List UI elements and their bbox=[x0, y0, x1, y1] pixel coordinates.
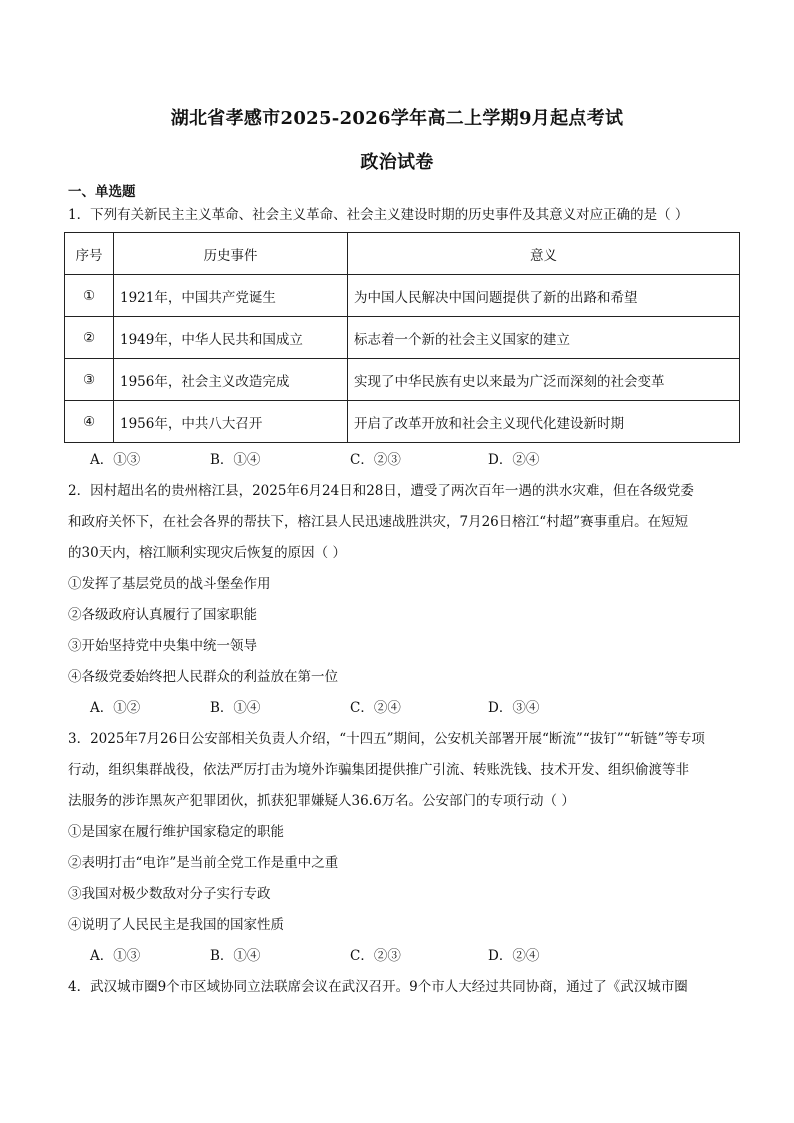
option-d: D．③④ bbox=[488, 700, 540, 716]
q4-stem-line-1: 4．武汉城市圈9个市区域协同立法联席会议在武汉召开。9个市人大经过共同协商，通过了《武汉城市圈 bbox=[68, 979, 688, 995]
table-cell-index: ① bbox=[65, 275, 114, 317]
table-header-row bbox=[65, 233, 740, 275]
q3-stem-line-2: 行动，组织集群战役，依法严厉打击为境外诈骗集团提供推广引流、转账洗钱、技术开发、组织偷渡等非 bbox=[68, 762, 689, 778]
table-row bbox=[65, 401, 740, 443]
q2-item-4: ④各级党委始终把人民群众的利益放在第一位 bbox=[68, 669, 338, 685]
option-c: C．②③ bbox=[350, 452, 401, 468]
table-row bbox=[65, 275, 740, 317]
table-cell-event: 1956年，社会主义改造完成 bbox=[114, 359, 348, 401]
option-c: C．②③ bbox=[350, 948, 401, 964]
option-d: D．②④ bbox=[488, 948, 540, 964]
q2-item-3: ③开始坚持党中央集中统一领导 bbox=[68, 638, 257, 654]
q2-item-1: ①发挥了基层党员的战斗堡垒作用 bbox=[68, 576, 271, 592]
q3-item-1: ①是国家在履行维护国家稳定的职能 bbox=[68, 824, 284, 840]
table-cell-event: 1949年，中华人民共和国成立 bbox=[114, 317, 348, 359]
table-cell-event: 1921年，中国共产党诞生 bbox=[114, 275, 348, 317]
section-heading: 一、单选题 bbox=[68, 184, 136, 200]
table-cell-index: ③ bbox=[65, 359, 114, 401]
q3-stem-line-3: 法服务的涉诈黑灰产犯罪团伙，抓获犯罪嫌疑人36.6万名。公安部门的专项行动（ ） bbox=[68, 793, 575, 809]
table-cell-event: 1956年，中共八大召开 bbox=[114, 401, 348, 443]
q2-stem-line-3: 的30天内，榕江顺利实现灾后恢复的原因（ ） bbox=[68, 545, 346, 561]
exam-subtitle: 政治试卷 bbox=[360, 152, 434, 173]
q3-stem-line-1: 3．2025年7月26日公安部相关负责人介绍，“十四五”期间，公安机关部署开展“断流”“拔钉”“斩链”等专项 bbox=[68, 731, 705, 747]
table-header-cell: 序号 bbox=[65, 233, 114, 275]
table-cell-index: ② bbox=[65, 317, 114, 359]
option-b: B．①④ bbox=[210, 700, 261, 716]
q3-item-3: ③我国对极少数敌对分子实行专政 bbox=[68, 886, 271, 902]
table-header-cell: 历史事件 bbox=[114, 233, 348, 275]
option-c: C．②④ bbox=[350, 700, 401, 716]
history-events-table bbox=[64, 232, 740, 443]
exam-title: 湖北省孝感市2025-2026学年高二上学期9月起点考试 bbox=[170, 108, 624, 129]
table-row bbox=[65, 317, 740, 359]
table-cell-meaning: 开启了改革开放和社会主义现代化建设新时期 bbox=[348, 401, 740, 443]
q3-item-2: ②表明打击“电诈”是当前全党工作是重中之重 bbox=[68, 855, 339, 871]
option-b: B．①④ bbox=[210, 452, 261, 468]
table-header-cell: 意义 bbox=[348, 233, 740, 275]
q1-stem: 1．下列有关新民主主义革命、社会主义革命、社会主义建设时期的历史事件及其意义对应正确的是（ ） bbox=[68, 207, 689, 223]
q2-stem-line-2: 和政府关怀下，在社会各界的帮扶下，榕江县人民迅速战胜洪灾，7月26日榕江“村超”赛事重启。在短短 bbox=[68, 514, 689, 530]
option-b: B．①④ bbox=[210, 948, 261, 964]
table-cell-meaning: 标志着一个新的社会主义国家的建立 bbox=[348, 317, 740, 359]
option-a: A．①③ bbox=[90, 948, 141, 964]
q3-item-4: ④说明了人民民主是我国的国家性质 bbox=[68, 917, 284, 933]
q2-stem-line-1: 2．因村超出名的贵州榕江县，2025年6月24日和28日，遭受了两次百年一遇的洪水灾难，但在各级党委 bbox=[68, 483, 694, 499]
option-d: D．②④ bbox=[488, 452, 540, 468]
table-cell-index: ④ bbox=[65, 401, 114, 443]
table-cell-meaning: 为中国人民解决中国问题提供了新的出路和希望 bbox=[348, 275, 740, 317]
q2-item-2: ②各级政府认真履行了国家职能 bbox=[68, 607, 257, 623]
option-a: A．①③ bbox=[90, 452, 141, 468]
table-row bbox=[65, 359, 740, 401]
option-a: A．①② bbox=[90, 700, 141, 716]
table-cell-meaning: 实现了中华民族有史以来最为广泛而深刻的社会变革 bbox=[348, 359, 740, 401]
